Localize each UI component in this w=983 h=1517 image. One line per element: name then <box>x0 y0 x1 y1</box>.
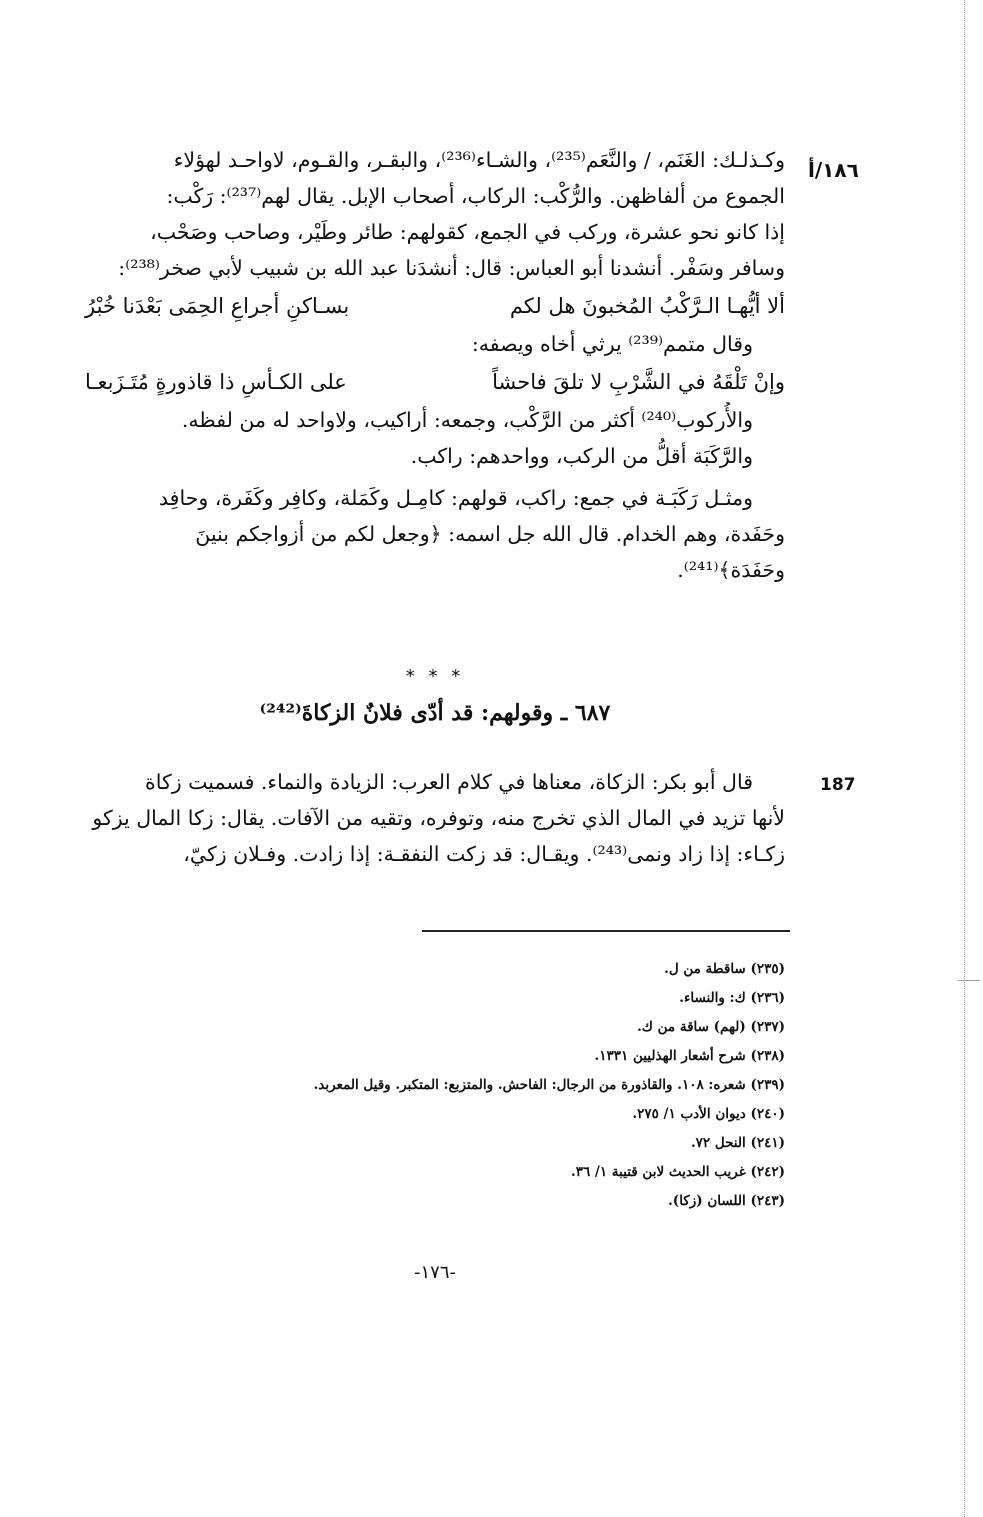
footnote-241: (٢٤١) النحل ٧٢. <box>690 1135 785 1151</box>
paragraph1-line-2: الجموع من ألفاظهن. والرُّكْب: الركاب، أصحاب الإبل. يقال لهم⁽²³⁷⁾: رَكْب: <box>166 184 785 208</box>
footnote-243: (٢٤٣) اللسان (زكا). <box>668 1193 785 1209</box>
paragraph1-line-1: وكـذلـك: الغَنَم، / والنَّعَم⁽²³⁵⁾، والشـاء⁽²³⁶⁾، والبقـر، والقـوم، لاواحـد لهؤلاء <box>173 148 785 172</box>
section-divider-stars: * * * <box>405 666 465 687</box>
scan-margin-tick <box>958 980 980 981</box>
footnote-239: (٢٣٩) شعره: ١٠٨. والقاذورة من الرجال: الفاحش. والمتزبع: المتكبر. وقيل المعربد. <box>313 1077 785 1093</box>
footnote-236: (٢٣٦) ك: والنساء. <box>679 990 785 1006</box>
verse-2 <box>85 362 785 402</box>
paragraph1-line-4: وسافر وسَفْر. أنشدنا أبو العباس: قال: أنشدَنا عبد الله بن شبيب لأبي صخر⁽²³⁸⁾: <box>118 256 785 280</box>
footnotes-list <box>225 955 785 1216</box>
verse-1-second-hemistich: بسـاكنِ أجراعِ الحِمَى بَعْدَنا خُبْرُ <box>85 294 350 318</box>
entry-reference-number: 187 <box>820 775 856 795</box>
paragraph4-line-3: زكـاء: إذا زاد ونمى⁽²⁴³⁾. ويقـال: قد زكت النفقـة: إذا زادت. وفـلان زكيّ، <box>183 842 785 866</box>
paragraph3-line-2: وحَفَدة، وهم الخدام. قال الله جل اسمه: ﴿وجعل لكم من أزواجكم بنينَ <box>195 522 785 546</box>
paragraph2-line-2: والرَّكَبَة أقلُّ من الركب، وواحدهم: راكب. <box>410 444 753 468</box>
paragraph4-line-1: قال أبو بكر: الزكاة، معناها في كلام العرب: الزيادة والنماء. فسميت زكاة <box>144 770 753 794</box>
footnote-242: (٢٤٢) غريب الحديث لابن قتيبة ١/ ٣٦. <box>570 1164 785 1180</box>
main-text-block <box>85 142 785 588</box>
footnote-separator-rule <box>422 930 790 932</box>
verse-1-first-hemistich: ألا أيُّهـا الـرَّكْبُ المُخبونَ هل لكم <box>509 294 785 318</box>
paragraph1-line-3: إذا كانو نحو عشرة، وركب في الجمع، كقولهم: طائر وطَيْر، وصاحب وصَحْب، <box>150 220 785 244</box>
footnote-237: (٢٣٧) (لهم) ساقة من ك. <box>637 1019 785 1035</box>
entry-heading: ٦٨٧ ـ وقولهم: قد أدّى فلانٌ الزكاةَ⁽²⁴²⁾ <box>259 700 611 726</box>
paragraph4-line-2: لأنها تزيد في المال الذي تخرج منه، وتوفره، وتقيه من الآفات. يقال: زكا المال يزكو <box>92 806 785 830</box>
scan-margin-line <box>964 0 966 1517</box>
paragraph2-line-1: والأُركوب⁽²⁴⁰⁾ أكثر من الرَّكْب، وجمعه: أراكيب، ولاواحد له من لفظه. <box>181 408 753 432</box>
footnote-235: (٢٣٥) ساقطة من ل. <box>664 961 785 977</box>
entry-text-block <box>85 764 785 872</box>
verse-2-first-hemistich: وإنْ تَلْقَهُ في الشَّرْبِ لا تلقَ فاحشاً <box>492 370 785 394</box>
verse-1 <box>85 286 785 326</box>
verse-2-intro: وقال متمم⁽²³⁹⁾ يرثي أخاه ويصفه: <box>471 332 753 356</box>
paragraph3-line-1: ومثـل رَكَبَـة في جمع: راكب، قولهم: كامِـل وكَمَلة، وكافِر وكَفَرة، وحافِد <box>158 486 753 510</box>
manuscript-folio-reference: ١٨٦/أ <box>808 158 859 182</box>
page-number: -١٧٦- <box>413 1262 456 1283</box>
verse-2-second-hemistich: على الكـأسِ ذا قاذورةٍ مُتَـزَبعـا <box>85 370 347 394</box>
footnote-240: (٢٤٠) ديوان الأدب ١/ ٢٧٥. <box>632 1106 785 1122</box>
paragraph3-line-3: وحَفَدَة﴾⁽²⁴¹⁾. <box>677 558 785 582</box>
footnote-238: (٢٣٨) شرح أشعار الهذليين ١٣٣١. <box>594 1048 785 1064</box>
